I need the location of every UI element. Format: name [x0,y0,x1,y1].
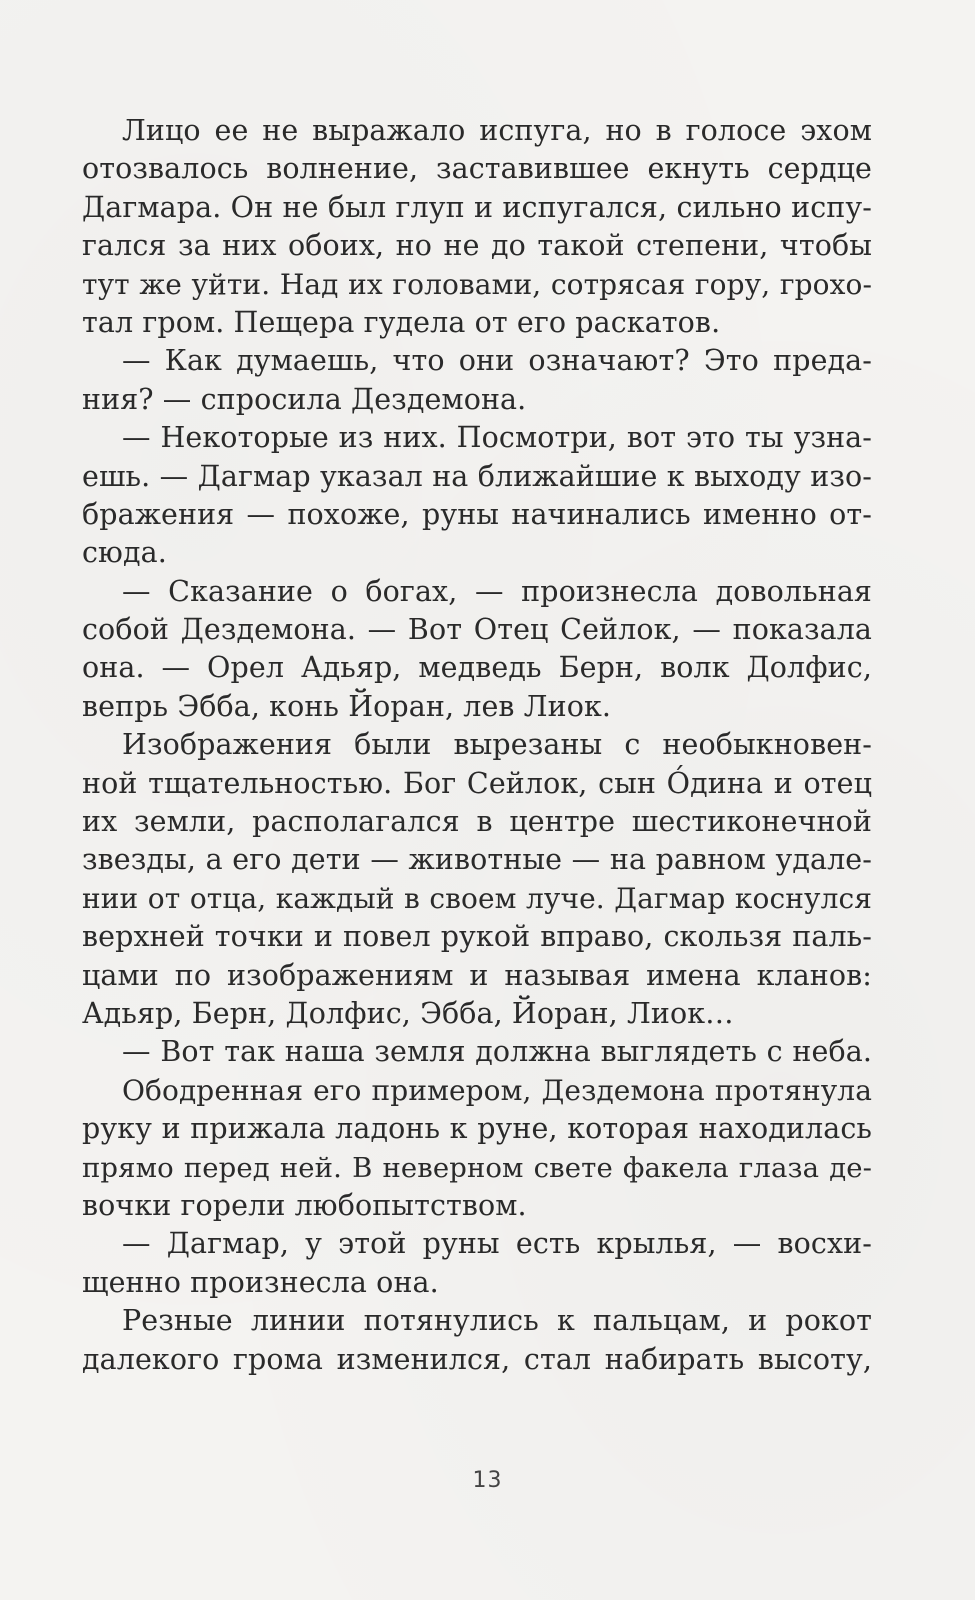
text-line: Ободренная его примером, Дездемона протянула [122,1073,872,1107]
text-line: цами по изображениям и называя имена кланов: [82,958,872,992]
text-line: ешь. — Дагмар указал на ближайшие к выходу изо- [82,459,872,493]
text-line: — Сказание о богах, — произнесла довольная [122,574,872,608]
text-line: отозвалось волнение, заставившее екнуть сердце [82,152,872,186]
text-line: Резные линии потянулись к пальцам, и рокот [122,1304,872,1338]
text-line: Изображения были вырезаны с необыкновен- [122,728,872,762]
text-line: Лицо ее не выражало испуга, но в голосе эхом [122,114,872,147]
text-line: она. — Орел Адьяр, медведь Берн, волк Долфис, [82,651,872,685]
text-line: Дагмара. Он не был глуп и испугался, сильно испу- [82,190,872,224]
text-line: ния? — спросила Дездемона. [82,382,527,416]
text-line: ной тщательностью. Бог Сейлок, сын О́дина и отец [82,766,872,800]
text-line: — Дагмар, у этой руны есть крылья, — восхи- [122,1227,872,1261]
text-line: — Как думаешь, что они означают? Это преда- [122,344,872,378]
text-line: руку и прижала ладонь к руне, которая находилась [82,1112,872,1146]
text-line: далекого грома изменился, стал набирать высоту, [82,1342,872,1376]
text-line: гался за них обоих, но не до такой степени, чтобы [82,229,872,263]
text-line: — Вот так наша земля должна выглядеть с неба. [122,1035,872,1069]
text-line: их земли, располагался в центре шестиконечной [82,805,872,839]
text-line: верхней точки и повел рукой вправо, скользя паль- [82,920,872,954]
text-line: звезды, а его дети — животные — на равном удале- [82,843,872,877]
text-line: тал гром. Пещера гудела от его раскатов. [82,305,721,339]
text-line: нии от отца, каждый в своем луче. Дагмар коснулся [82,881,872,915]
text-line: прямо перед ней. В неверном свете факела глаза де- [82,1151,872,1184]
page-number: 13 [472,1468,503,1493]
text-line: тут же уйти. Над их головами, сотрясая гору, грохо- [82,267,872,301]
text-line: щенно произнесла она. [82,1265,439,1299]
text-line: — Некоторые из них. Посмотри, вот это ты узна- [122,421,872,455]
text-line: бражения — похоже, руны начинались именно от- [82,497,872,531]
text-line: сюда. [82,536,167,570]
body-text [82,112,872,1379]
text-line: собой Дездемона. — Вот Отец Сейлок, — показала [82,613,872,647]
text-line: вепрь Эбба, конь Йоран, лев Лиок. [82,689,612,723]
text-line: Адьяр, Берн, Долфис, Эбба, Йоран, Лиок… [82,996,734,1030]
text-line: вочки горели любопытством. [82,1188,527,1222]
